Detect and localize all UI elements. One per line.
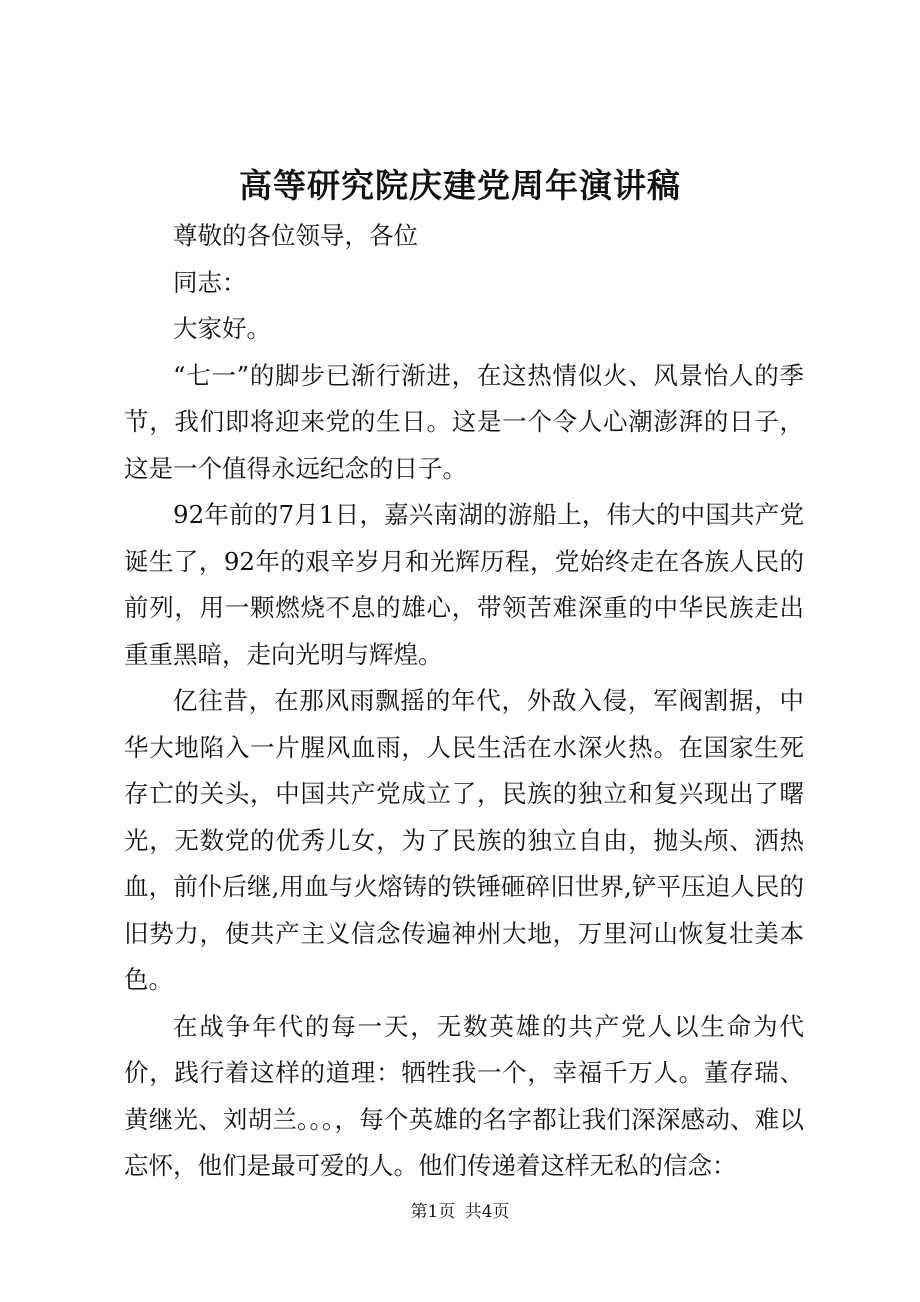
paragraph-salutation-cont: 同志： — [173, 267, 247, 297]
paragraph-4: 在战争年代的每一天，无数英雄的共产党人以生命为代价，践行着这样的道理：牺牲我一个，幸福千万人。董存瑞、黄继光、刘胡兰。。。，每个英雄的名字都让我们深深感动、难以忘怀，他们是最可爱的人。他们传递着这样无私的信念： — [124, 1011, 804, 1180]
document-title: 高等研究院庆建党周年演讲稿 — [239, 166, 681, 205]
page-number: 第1页 — [410, 1202, 456, 1222]
paragraph-2: 92年前的7月1日，嘉兴南湖的游船上，伟大的中国共产党诞生了，92年的艰辛岁月和光辉历程，党始终走在各族人民的前列，用一颗燃烧不息的雄心，带领苦难深重的中华民族走出重重黑暗，走向光明与辉煌。 — [124, 500, 804, 669]
page-total: 共4页 — [464, 1202, 510, 1222]
paragraph-greeting: 大家好。 — [173, 314, 271, 343]
document-body — [124, 213, 804, 1190]
page-footer — [0, 1200, 920, 1224]
paragraph-1: “七一”的脚步已渐行渐进，在这热情似火、风景怡人的季节，我们即将迎来党的生日。这是一个令人心潮澎湃的日子，这是一个值得永远纪念的日子。 — [124, 360, 804, 483]
paragraph-salutation: 尊敬的各位领导，各位 — [173, 221, 418, 250]
paragraph-3: 亿往昔，在那风雨飘摇的年代，外敌入侵，军阀割据，中华大地陷入一片腥风血雨，人民生活在水深火热。在国家生死存亡的关头，中国共产党成立了，民族的独立和复兴现出了曙光，无数党的优秀儿女，为了民族的独立自由，抛头颅、洒热血，前仆后继,用血与火熔铸的铁锤砸碎旧世界,铲平压迫人民的旧势力，使共产主义信念传遍神州大地，万里河山恢复壮美本色。 — [124, 686, 804, 994]
